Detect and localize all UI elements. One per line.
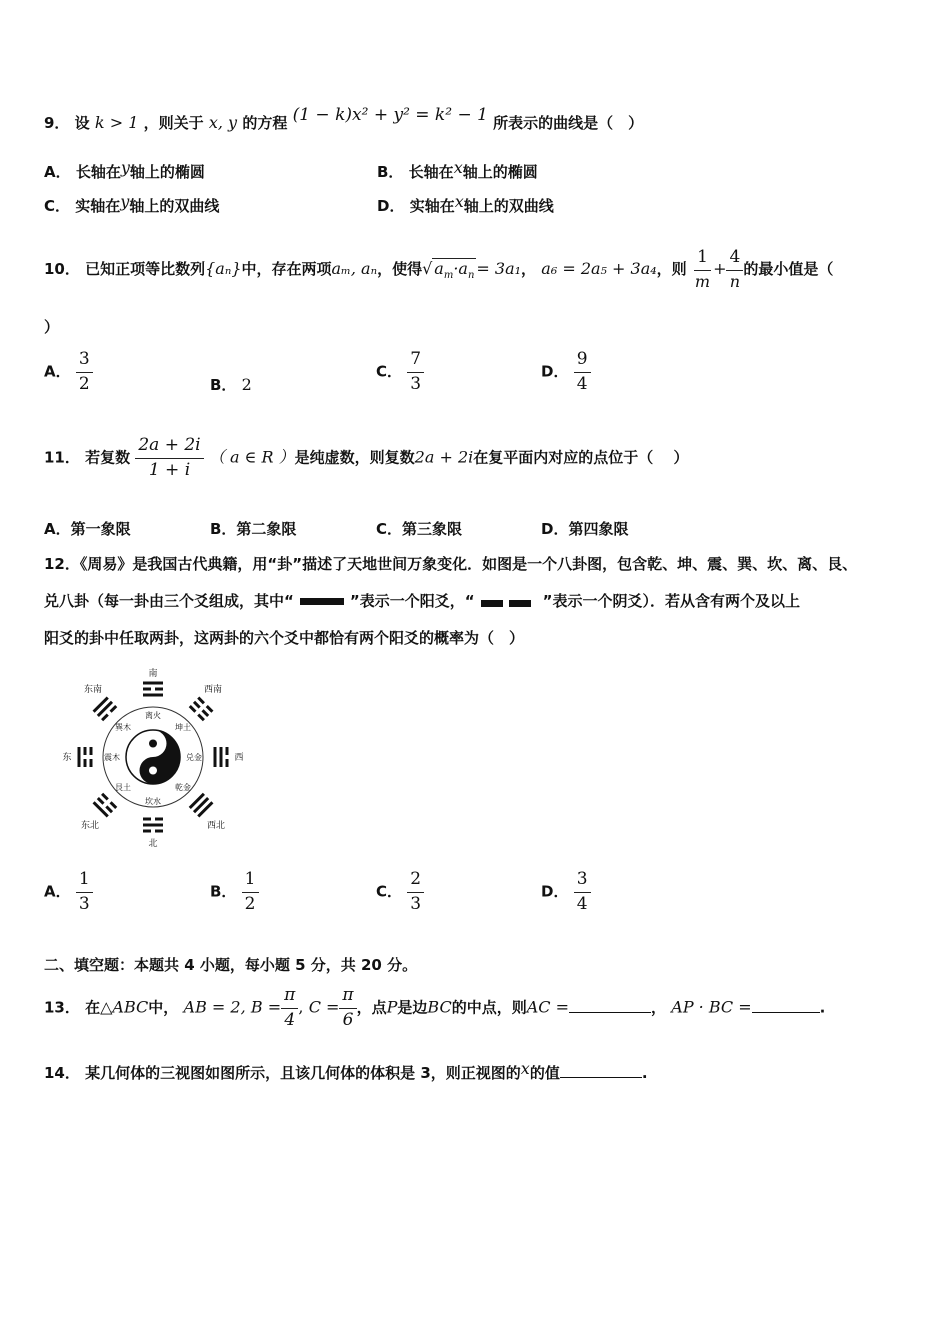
q14-text-1: 某几何体的三视图如图所示，且该几何体的体积是 3，则正视图的	[85, 1064, 521, 1082]
q9-option-a[interactable]	[44, 158, 205, 182]
q10-option-d[interactable]	[541, 350, 591, 394]
frac-den: 2	[78, 373, 90, 394]
q11-option-b[interactable]: B．第二象限	[210, 520, 297, 538]
inner-kan: 坎水	[145, 797, 161, 806]
question-14	[44, 1059, 648, 1083]
option-letter: A．	[44, 163, 71, 181]
q11-text-2: 是纯虚数，则复数	[294, 448, 415, 467]
q14-period: .	[641, 1064, 648, 1082]
q13-c: C =	[308, 997, 340, 1017]
yin-line-icon	[481, 593, 537, 611]
option-text: 长轴在	[408, 163, 454, 181]
q9-number: 9．	[44, 114, 70, 132]
frac-den: 4	[576, 893, 588, 914]
inner-kun: 坤土	[175, 723, 191, 732]
q11-option-d[interactable]: D．第四象限	[541, 520, 629, 538]
q13-dot-product: AP · BC =	[671, 997, 752, 1017]
question-10: 10． 已知正项等比数列{aₙ}中，存在两项aₘ, aₙ，使得√ $a_m\cdot a_n = 3a_1$， a₆ = 2a₅ + 3a₄，则 $\frac{1}{m}$ + $\frac{4}{n}$ 的最小值是（	[44, 247, 834, 291]
q13-ac: AC =	[526, 997, 570, 1017]
option-value: 2	[241, 375, 252, 394]
frac-den: 4	[576, 373, 588, 394]
q10-number: 10．	[44, 259, 80, 278]
q12-line-3: 阳爻的卦中任取两卦，这两卦的六个爻中都恰有两个阳爻的概率为（ ）	[44, 629, 525, 647]
q12-text-a: 兑八卦（每一卦由三个爻组成，其中“	[44, 592, 294, 610]
q12-line-2	[44, 590, 800, 611]
q9-text-4: 所表示的曲线是（ ）	[493, 114, 644, 132]
q9-text-2: ，则关于	[143, 114, 204, 132]
inner-li: 离火	[145, 711, 161, 720]
frac-den: 3	[410, 373, 422, 394]
q13-b: B =	[250, 997, 282, 1017]
q13-text-3: ，点	[356, 998, 387, 1017]
q9-option-d[interactable]	[377, 192, 554, 216]
option-text: 轴上的双曲线	[129, 197, 220, 215]
frac-den: 4	[284, 1009, 296, 1030]
q9-option-c[interactable]	[44, 192, 220, 216]
inner-qian: 乾金	[175, 783, 191, 792]
bagua-diagram	[58, 662, 248, 852]
q14-number: 14．	[44, 1064, 80, 1082]
option-var: x	[453, 158, 463, 177]
option-text: 轴上的椭圆	[129, 163, 205, 181]
q12-text-c: ”表示一个阴爻）．若从含有两个及以上	[542, 592, 800, 610]
frac-den: 6	[342, 1009, 354, 1030]
frac-den: 3	[78, 893, 90, 914]
q12-option-b[interactable]	[210, 870, 259, 914]
dir-east: 东	[62, 753, 72, 763]
frac-num: 1	[76, 870, 93, 893]
q11-condition: （ a ∈ R ）	[208, 447, 295, 467]
q14-x: x	[520, 1059, 530, 1078]
q12-option-c[interactable]	[376, 870, 424, 914]
frac-den: 3	[410, 893, 422, 914]
q12-line-1: 12．《周易》是我国古代典籍，用“卦”描述了天地世间万象变化．如图是一个八卦图，包含乾、坤、震、巽、坎、离、艮、	[44, 555, 858, 573]
option-text: 轴上的椭圆	[462, 163, 538, 181]
question-13: 13． 在△ABC中， AB = 2, B = $\frac{\pi}{4}$ , C = $\frac{\pi}{6}$ ，点P是边BC的中点，则AC = ， AP · BC = .	[44, 985, 826, 1030]
q9-option-b[interactable]	[377, 158, 538, 182]
q10-text-1: 已知正项等比数列	[85, 259, 206, 278]
q10-terms: aₘ, aₙ	[331, 258, 378, 278]
option-text: 轴上的双曲线	[463, 197, 554, 215]
option-letter: B．	[210, 376, 237, 394]
option-letter: A．	[44, 882, 71, 901]
dir-northwest: 西北	[206, 821, 226, 831]
q11-frac-den: 1 + i	[148, 459, 191, 480]
q12-text-b: ”表示一个阳爻，“	[349, 592, 475, 610]
q13-ab: AB = 2,	[183, 997, 246, 1017]
section-2-heading: 二、填空题：本题共 4 小题，每小题 5 分，共 20 分。	[44, 956, 418, 974]
q10-option-c[interactable]	[376, 350, 424, 394]
frac-num: π	[339, 986, 356, 1009]
q10-text-4: ，	[521, 259, 537, 278]
q13-blank-2[interactable]	[752, 1000, 820, 1013]
option-text: 长轴在	[75, 163, 121, 181]
q13-period: .	[819, 998, 826, 1017]
option-letter: C．	[376, 882, 403, 901]
frac-num: 9	[574, 350, 591, 373]
q10-option-b[interactable]	[210, 374, 252, 395]
q13-text-4: 是边	[397, 998, 428, 1017]
q9-text-1: 设	[74, 114, 90, 132]
question-11	[44, 436, 688, 480]
option-var: x	[454, 192, 464, 211]
frac-num: π	[281, 986, 298, 1009]
dir-north: 北	[148, 839, 158, 849]
q13-number: 13．	[44, 998, 80, 1017]
q12-option-d[interactable]	[541, 870, 591, 914]
q11-complex: 2a + 2i	[414, 447, 474, 467]
q11-text-1: 若复数	[85, 448, 131, 467]
yang-line-icon	[300, 598, 344, 605]
q13-triangle: △ABC	[100, 997, 149, 1017]
option-letter: C．	[44, 197, 71, 215]
q13-comma: ，	[651, 998, 667, 1017]
q10-text-5: ，则	[656, 259, 687, 278]
q10-text-2: 中，存在两项	[241, 259, 332, 278]
dir-northeast: 东北	[80, 821, 100, 831]
q12-option-a[interactable]	[44, 870, 93, 914]
q13-text-2: 中，	[148, 998, 179, 1017]
option-letter: D．	[541, 882, 569, 901]
q10-cond2: a₆ = 2a₅ + 3a₄	[541, 258, 657, 278]
q10-text-6: 的最小值是（	[743, 259, 834, 278]
frac-den: 2	[244, 893, 256, 914]
q9-math-xy: x, y	[208, 113, 238, 132]
yin-yang-icon	[126, 730, 180, 784]
q14-text-2: 的值	[529, 1064, 560, 1082]
q10-text-3: ，使得	[377, 259, 423, 278]
q11-frac-num: 2a + 2i	[135, 436, 203, 459]
q10-option-a[interactable]	[44, 350, 93, 394]
inner-dui: 兑金	[186, 753, 202, 762]
q11-number: 11．	[44, 448, 80, 467]
option-letter: B．	[210, 882, 237, 901]
option-text: 实轴在	[409, 197, 455, 215]
q13-blank-1[interactable]	[569, 1000, 651, 1013]
inner-xun: 巽木	[115, 723, 131, 732]
option-letter: D．	[377, 197, 405, 215]
q10-seq: {aₙ}	[205, 258, 242, 278]
option-var: y	[120, 158, 130, 177]
dir-southeast: 东南	[83, 685, 103, 695]
q9-text-3: 的方程	[242, 114, 288, 132]
question-9	[44, 105, 644, 133]
option-letter: A．	[44, 362, 71, 381]
q10-frac-4n: $\frac{4}{n}$	[726, 248, 743, 291]
option-letter: B．	[377, 163, 404, 181]
q11-option-a[interactable]: A．第一象限	[44, 520, 131, 538]
dir-west: 西	[234, 753, 244, 763]
q10-close-paren: ）	[44, 318, 60, 336]
frac-num: 2	[407, 870, 424, 893]
q13-text-5: 的中点，则	[451, 998, 527, 1017]
frac-num: 1	[242, 870, 259, 893]
q13-p: P	[386, 997, 398, 1017]
option-letter: C．	[376, 362, 403, 381]
q14-blank[interactable]	[560, 1065, 642, 1078]
q10-cond1: = 3a₁	[476, 258, 522, 278]
q13-bc: BC	[427, 997, 452, 1017]
q9-math-k: k > 1	[94, 113, 139, 132]
frac-num: 7	[407, 350, 424, 373]
dir-southwest: 西南	[203, 685, 223, 695]
q9-equation: (1 − k)x² + y² = k² − 1	[292, 105, 488, 125]
inner-zhen: 震木	[104, 753, 120, 762]
q11-text-3: 在复平面内对应的点位于（ ）	[473, 448, 689, 467]
q11-option-c[interactable]: C．第三象限	[376, 520, 463, 538]
option-var: y	[120, 192, 130, 211]
dir-south: 南	[148, 669, 158, 679]
q11-fraction	[135, 436, 203, 480]
frac-num: 3	[574, 870, 591, 893]
option-text: 实轴在	[75, 197, 121, 215]
q13-text-1: 在	[85, 998, 101, 1017]
option-letter: D．	[541, 362, 569, 381]
frac-num: 3	[76, 350, 93, 373]
q10-frac-1m: $\frac{1}{m}$	[694, 247, 711, 291]
inner-gen: 艮土	[115, 783, 131, 792]
